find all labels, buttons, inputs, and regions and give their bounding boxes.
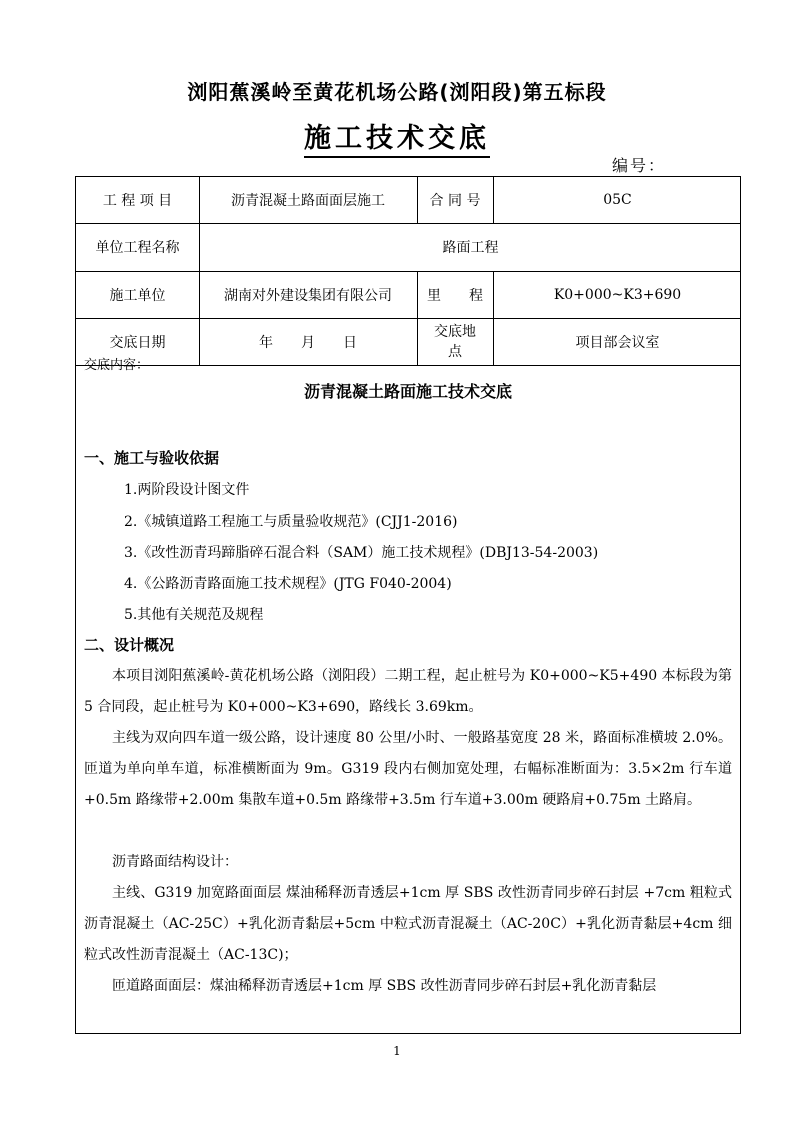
disclosure-table xyxy=(75,176,741,1034)
contractor-label: 施工单位 xyxy=(109,287,166,304)
unit-project-label: 单位工程名称 xyxy=(95,240,180,256)
content-label: 交底内容： xyxy=(84,358,150,373)
document-title: 浏阳蕉溪岭至黄花机场公路(浏阳段)第五标段 xyxy=(187,80,607,104)
paragraph: 主线、G319 加宽路面面层 煤油稀释沥青透层+1cm 厚 SBS 改性沥青同步碎石封层 +7cm 粗粒式沥青混凝土（AC-25C）+乳化沥青黏层+5cm 中粒式沥青混凝土（AC-20C）+乳化沥青黏层+4cm 细粒式改性沥青混凝土（AC-13C)； xyxy=(84,885,732,963)
paragraph: 主线为双向四车道一级公路，设计速度 80 公里/小时、一般路基宽度 28 米，路面标准横坡 2.0%。匝道为单向单车道，标准横断面为 9m。G319 段内右侧加宽处理，右幅标准断面为：3.5×2m 行车道+0.5m 路缘带+2.00m 集散车道+0.5m 路缘带+3.5m 行车道+3.00m 硬路肩+0.75m 土路肩。 xyxy=(84,730,732,808)
doc-number-label: 编号： xyxy=(612,156,667,175)
content-title: 沥青混凝土路面施工技术交底 xyxy=(303,382,512,401)
contract-value: 05C xyxy=(603,192,632,208)
page-number: 1 xyxy=(393,1044,401,1058)
location-label: 交底地 点 xyxy=(434,323,476,360)
list-item: 1.两阶段设计图文件 xyxy=(124,482,250,498)
project-value: 沥青混凝土路面面层施工 xyxy=(231,193,385,209)
date-label: 交底日期 xyxy=(109,334,166,351)
contractor-value: 湖南对外建设集团有限公司 xyxy=(224,287,392,304)
section-2-title: 二、设计概况 xyxy=(84,636,175,654)
list-item: 3.《改性沥青玛蹄脂碎石混合料（SAM）施工技术规程》(DBJ13-54-2003) xyxy=(124,545,599,561)
list-item: 5.其他有关规范及规程 xyxy=(124,607,264,623)
section-1-title: 一、施工与验收依据 xyxy=(84,449,220,467)
document-subtitle: 施工技术交底 xyxy=(0,116,794,155)
mileage-label: 里 程 xyxy=(427,287,483,304)
location-value: 项目部会议室 xyxy=(575,334,660,351)
paragraph: 沥青路面结构设计： xyxy=(112,854,238,870)
row-divider xyxy=(76,365,740,366)
mileage-value: K0+000~K3+690 xyxy=(553,286,682,303)
list-item: 2.《城镇道路工程施工与质量验收规范》(CJJ1-2016) xyxy=(124,514,458,530)
date-value: 年 月 日 xyxy=(259,334,357,351)
paragraph: 匝道路面面层：煤油稀释沥青透层+1cm 厚 SBS 改性沥青同步碎石封层+乳化沥青黏层 xyxy=(112,978,657,994)
unit-project-value: 路面工程 xyxy=(442,240,499,256)
contract-label: 合 同 号 xyxy=(429,193,481,209)
paragraph: 本项目浏阳蕉溪岭-黄花机场公路（浏阳段）二期工程，起止桩号为 K0+000~K5+490 本标段为第 5 合同段，起止桩号为 K0+000~K3+690，路线长 3.69km。 xyxy=(84,668,732,715)
list-item: 4.《公路沥青路面施工技术规程》(JTG F040-2004) xyxy=(124,576,452,592)
project-label: 工 程 项 目 xyxy=(102,193,173,209)
